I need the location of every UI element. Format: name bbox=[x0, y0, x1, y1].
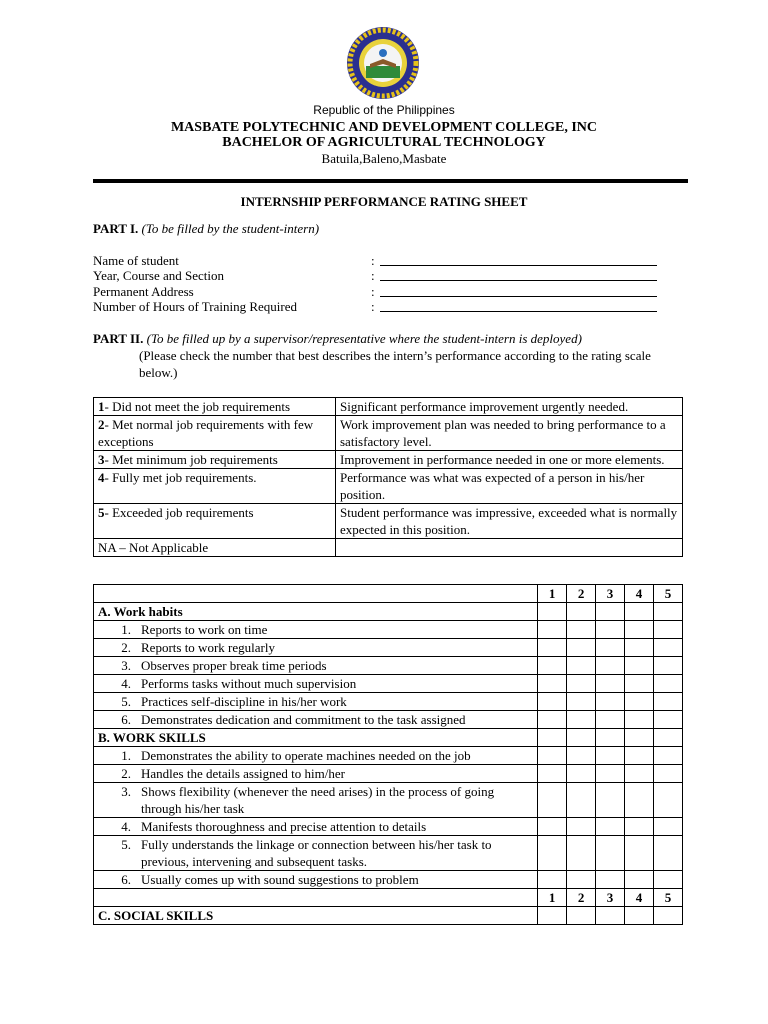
field-label: Year, Course and Section bbox=[93, 268, 225, 284]
rating-checkbox[interactable] bbox=[596, 747, 625, 765]
performance-rating-table bbox=[93, 584, 683, 925]
table-row: 1. Reports to work on time bbox=[94, 621, 683, 639]
rating-checkbox[interactable] bbox=[653, 783, 682, 818]
rating-checkbox[interactable] bbox=[625, 657, 654, 675]
rating-checkbox[interactable] bbox=[625, 765, 654, 783]
rating-checkbox[interactable] bbox=[625, 783, 654, 818]
rating-item-label: Usually comes up with sound suggestions to problem bbox=[141, 872, 419, 887]
scale-row bbox=[94, 539, 683, 557]
scale-row bbox=[94, 469, 683, 504]
rating-checkbox[interactable] bbox=[596, 639, 625, 657]
scale-meaning bbox=[336, 539, 683, 557]
section-row bbox=[94, 603, 683, 621]
rating-checkbox[interactable] bbox=[567, 783, 596, 818]
rating-checkbox[interactable] bbox=[567, 693, 596, 711]
rating-column-header: 1 bbox=[538, 585, 567, 603]
rating-item-label: Reports to work on time bbox=[141, 622, 268, 637]
rating-column-header: 2 bbox=[567, 889, 596, 907]
rating-checkbox[interactable] bbox=[625, 836, 654, 871]
rating-item-label: Performs tasks without much supervision bbox=[141, 676, 357, 691]
rating-checkbox[interactable] bbox=[625, 818, 654, 836]
rating-column-header: 4 bbox=[625, 585, 654, 603]
rating-checkbox[interactable] bbox=[653, 711, 682, 729]
rating-checkbox[interactable] bbox=[653, 765, 682, 783]
field-row-hours: Number of Hours of Training Required : bbox=[93, 299, 683, 314]
rating-header-row bbox=[94, 889, 683, 907]
rating-checkbox[interactable] bbox=[653, 639, 682, 657]
rating-checkbox[interactable] bbox=[567, 818, 596, 836]
field-label: Number of Hours of Training Required bbox=[93, 298, 298, 314]
rating-checkbox[interactable] bbox=[538, 657, 567, 675]
rating-checkbox[interactable] bbox=[567, 871, 596, 889]
rating-item-label: Shows flexibility (whenever the need arises) in the process of going through his/her task bbox=[141, 784, 495, 816]
part2-note: (To be filled up by a supervisor/representative where the student-intern is deployed) bbox=[146, 331, 582, 346]
rating-checkbox[interactable] bbox=[625, 621, 654, 639]
rating-column-header: 3 bbox=[596, 585, 625, 603]
rating-checkbox[interactable] bbox=[625, 693, 654, 711]
field-label: Permanent Address bbox=[93, 283, 194, 299]
scale-desc: 2- Met normal job requirements with few exceptions bbox=[94, 416, 336, 451]
rating-column-header: 5 bbox=[653, 585, 682, 603]
rating-checkbox[interactable] bbox=[653, 747, 682, 765]
scale-meaning: Work improvement plan was needed to bring performance to a satisfactory level. bbox=[336, 416, 683, 451]
rating-checkbox[interactable] bbox=[567, 747, 596, 765]
rating-item-label: Observes proper break time periods bbox=[141, 658, 327, 673]
rating-checkbox[interactable] bbox=[567, 675, 596, 693]
rating-checkbox[interactable] bbox=[625, 711, 654, 729]
rating-checkbox[interactable] bbox=[538, 836, 567, 871]
rating-checkbox[interactable] bbox=[567, 836, 596, 871]
rating-column-header: 1 bbox=[538, 889, 567, 907]
scale-desc: 5- Exceeded job requirements bbox=[94, 504, 336, 539]
rating-checkbox[interactable] bbox=[625, 675, 654, 693]
rating-header-row bbox=[94, 585, 683, 603]
college-address: Batuila,Baleno,Masbate bbox=[321, 151, 447, 166]
republic-line: Republic of the Philippines bbox=[313, 103, 455, 117]
scale-desc: 3- Met minimum job requirements bbox=[94, 451, 336, 469]
part1-note: (To be filled by the student-intern) bbox=[141, 221, 320, 236]
rating-item-label: Reports to work regularly bbox=[141, 640, 275, 655]
rating-checkbox[interactable] bbox=[625, 747, 654, 765]
rating-column-header: 2 bbox=[567, 585, 596, 603]
rating-checkbox[interactable] bbox=[538, 747, 567, 765]
section-row bbox=[94, 729, 683, 747]
rating-item-label: Practices self-discipline in his/her work bbox=[141, 694, 347, 709]
section-title-social-skills: C. SOCIAL SKILLS bbox=[94, 907, 538, 925]
rating-checkbox[interactable] bbox=[567, 639, 596, 657]
scale-row bbox=[94, 451, 683, 469]
college-name: MASBATE POLYTECHNIC AND DEVELOPMENT COLLEGE, INC bbox=[170, 120, 598, 135]
rating-item-label: Demonstrates dedication and commitment to the task assigned bbox=[141, 712, 466, 727]
rating-checkbox[interactable] bbox=[653, 836, 682, 871]
rating-checkbox[interactable] bbox=[538, 693, 567, 711]
header-divider bbox=[93, 179, 688, 183]
rating-checkbox[interactable] bbox=[653, 693, 682, 711]
rating-checkbox[interactable] bbox=[538, 621, 567, 639]
rating-checkbox[interactable] bbox=[567, 657, 596, 675]
rating-checkbox[interactable] bbox=[653, 657, 682, 675]
rating-checkbox[interactable] bbox=[538, 639, 567, 657]
section-row bbox=[94, 907, 683, 925]
table-row: 6. Usually comes up with sound suggestions to problem bbox=[94, 871, 683, 889]
form-title: INTERNSHIP PERFORMANCE RATING SHEET bbox=[240, 194, 528, 209]
rating-checkbox[interactable] bbox=[596, 836, 625, 871]
rating-checkbox[interactable] bbox=[596, 818, 625, 836]
table-row: 4. Manifests thoroughness and precise attention to details bbox=[94, 818, 683, 836]
field-row-address: Permanent Address : bbox=[93, 284, 683, 299]
rating-column-header: 5 bbox=[653, 889, 682, 907]
scale-desc: NA – Not Applicable bbox=[94, 539, 336, 557]
rating-item-label: Demonstrates the ability to operate machines needed on the job bbox=[141, 748, 471, 763]
rating-checkbox[interactable] bbox=[653, 675, 682, 693]
rating-checkbox[interactable] bbox=[538, 711, 567, 729]
scale-meaning: Student performance was impressive, exceeded what is normally expected in this position. bbox=[336, 504, 683, 539]
table-row: 3. Shows flexibility (whenever the need arises) in the process of going through his/her task bbox=[94, 783, 683, 818]
rating-checkbox[interactable] bbox=[625, 871, 654, 889]
rating-checkbox[interactable] bbox=[538, 765, 567, 783]
rating-column-header: 4 bbox=[625, 889, 654, 907]
table-row: 5. Fully understands the linkage or connection between his/her task to previous, intervening and subsequent tasks. bbox=[94, 836, 683, 871]
rating-checkbox[interactable] bbox=[538, 818, 567, 836]
rating-checkbox[interactable] bbox=[653, 621, 682, 639]
rating-checkbox[interactable] bbox=[596, 675, 625, 693]
part2-label: PART II. bbox=[93, 331, 144, 346]
rating-checkbox[interactable] bbox=[653, 871, 682, 889]
scale-meaning: Improvement in performance needed in one or more elements. bbox=[336, 451, 683, 469]
rating-column-header: 3 bbox=[596, 889, 625, 907]
rating-item-label: Fully understands the linkage or connection between his/her task to previous, intervening and subsequent tasks. bbox=[141, 837, 492, 869]
rating-checkbox[interactable] bbox=[653, 818, 682, 836]
rating-checkbox[interactable] bbox=[567, 621, 596, 639]
rating-instruction: (Please check the number that best describes the intern’s performance according to the rating scale below.) bbox=[139, 348, 651, 380]
rating-item-label: Handles the details assigned to him/her bbox=[141, 766, 345, 781]
rating-checkbox[interactable] bbox=[538, 675, 567, 693]
program-name: BACHELOR OF AGRICULTURAL TECHNOLOGY bbox=[222, 135, 546, 150]
part1-label: PART I. bbox=[93, 221, 139, 236]
scale-desc: 4- Fully met job requirements. bbox=[94, 469, 336, 504]
rating-checkbox[interactable] bbox=[596, 783, 625, 818]
rating-checkbox[interactable] bbox=[596, 765, 625, 783]
field-row-year: Year, Course and Section : bbox=[93, 268, 683, 283]
rating-checkbox[interactable] bbox=[596, 657, 625, 675]
table-row: 6. Demonstrates dedication and commitment to the task assigned bbox=[94, 711, 683, 729]
table-row: 2. Reports to work regularly bbox=[94, 639, 683, 657]
rating-checkbox[interactable] bbox=[625, 639, 654, 657]
table-row: 1. Demonstrates the ability to operate machines needed on the job bbox=[94, 747, 683, 765]
rating-checkbox[interactable] bbox=[596, 621, 625, 639]
table-row: 3. Observes proper break time periods bbox=[94, 657, 683, 675]
section-title-work-skills: B. WORK SKILLS bbox=[94, 729, 538, 747]
rating-item-label: Manifests thoroughness and precise attention to details bbox=[141, 819, 427, 834]
scale-row bbox=[94, 398, 683, 416]
section-title-work-habits: A. Work habits bbox=[94, 603, 538, 621]
rating-checkbox[interactable] bbox=[596, 711, 625, 729]
college-seal-logo bbox=[346, 26, 420, 100]
rating-checkbox[interactable] bbox=[596, 693, 625, 711]
student-fields bbox=[93, 253, 683, 314]
field-row-name: Name of student : bbox=[93, 253, 683, 268]
rating-checkbox[interactable] bbox=[538, 783, 567, 818]
field-label: Name of student bbox=[93, 253, 179, 268]
rating-checkbox[interactable] bbox=[567, 711, 596, 729]
scale-desc: 1- Did not meet the job requirements bbox=[94, 398, 336, 416]
table-row: 4. Performs tasks without much supervision bbox=[94, 675, 683, 693]
scale-meaning: Significant performance improvement urgently needed. bbox=[336, 398, 683, 416]
rating-scale-table bbox=[93, 397, 683, 557]
rating-checkbox[interactable] bbox=[596, 871, 625, 889]
part2-heading bbox=[93, 331, 582, 347]
scale-row bbox=[94, 504, 683, 539]
part1-heading bbox=[93, 221, 319, 237]
table-row: 5. Practices self-discipline in his/her work bbox=[94, 693, 683, 711]
rating-checkbox[interactable] bbox=[538, 871, 567, 889]
table-row: 2. Handles the details assigned to him/her bbox=[94, 765, 683, 783]
scale-row bbox=[94, 416, 683, 451]
scale-meaning: Performance was what was expected of a person in his/her position. bbox=[336, 469, 683, 504]
rating-checkbox[interactable] bbox=[567, 765, 596, 783]
